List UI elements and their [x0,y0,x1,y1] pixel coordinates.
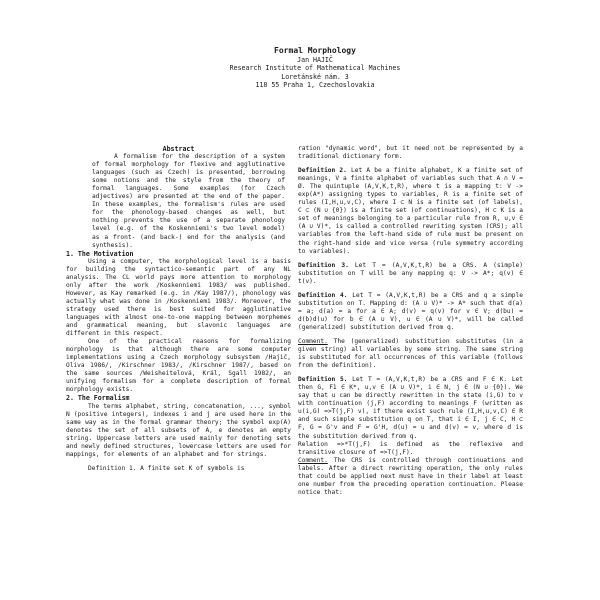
paper-title: Formal Morphology [274,46,356,55]
comment-1-text: The (generalized) substitution substitutes (in a given string) all variables by some string. The same string is substituted for all occurrences of this variable (follows from the definition). [298,337,523,370]
affiliation-line-2: Loretánské nám. 3 [281,72,349,81]
definition-2-label: Definition 2. [298,167,347,175]
abstract-text: A formalism for the description of a system of formal morphology for flexive and agglutinative languages (such as Czech) is presented, borrowing some notions and the style from the theory of formal languages. Some examples (for Czech adjectives) are presented at the end of the paper. In these examples, the formalism's rules are used for the phonology-based changes as well, but nothing prevents the use of a separate phonology level (e.g. of the Koskenniemi's two level model) as a front- (and back-) end for the analysis (and synthesis). [92,153,285,249]
definition-2-text: Let A be a finite alphabet, K a finite set of meanings, V a finite alphabet of variables such that A ∩ V = Ø. The quintuple (A,V,K,t,R), where t is a mapping t: V -> exp(A*) assigning types to variables, R is a finite set of rules (I,H,u,v,C), where I ⊂ N is a finite set (of labels), C ⊂ (N ∪ {0}) is a finite set (of continuations), H ⊂ K is a set of meanings belonging to a particular rule from R, u,v ∈ (A ∪ V)*, is called a controlled rewriting system (CRS); all variables from the left-hand side of rule must be present on the right-hand side and vice versa (rule symmetry according to variables). [298,167,524,255]
comment-1 [298,338,523,370]
definition-4-label: Definition 4. [298,291,348,299]
comment-2 [298,457,523,497]
continuation-text: ration "dynamic word", but it need not be represented by a traditional dictionary form. [298,145,523,161]
section-2-heading: 2. The Formalism [66,394,130,403]
definition-3-label: Definition 3. [298,261,349,269]
affiliation-line-3: 118 55 Praha 1, Czechoslovakia [255,81,375,90]
abstract-heading: Abstract [162,145,195,153]
affiliation-line-1: Research Institute of Mathematical Machines [229,64,401,73]
definition-3-text: Let T = (A,V,K,t,R) be a CRS. A (simple) substitution on T will be any mapping q: V -> A*; q(v) ∈ t(v). [298,261,523,285]
definition-4 [298,292,523,332]
definition-3 [298,262,523,286]
section-1-paragraph-1: Using a computer, the morphological level is a basis for building the syntactico-semantic part of any NL analysis. The CL world pays more attention to morphology only after the work /Koskenniemi 1983/ was published. However, as Kay remarked (e.g. in /Kay 1987/), phonology was actually what was done in /Koskenniemi 1983/. Moreover, the strategy used there is best suited for agglutinative languages with almost one-to-one mapping between morphemes and grammatical meaning, but slavonic languages are different in this respect. [66,257,291,338]
relation-definition: Relation =>*T(j,F) is defined as the reflexive and transitive closure of =>T(j,F). [298,440,523,456]
definition-5-text: Let T = (A,V,K,t,R) be a CRS and F ∈ K. Let then G, F1 ∈ K*, u,v ∈ (A ∪ V)*, i ∈ N, j ∈ (N ∪ {0}). We say that u can be directly rewritten in the state (i,G) to v with continuation (j,F) according to meanings F (written as u(i,G) =>T(j,F) v), if there exist such rule (I,H,u,v,C) ∈ R and such simple substitution q on T, that i ∈ I, j ∈ C, H ⊂ F, G = G'v and F = G'H, d(u) = u and d(v) = v, where d is the substitution derived from q. [298,376,523,440]
comment-2-text: The CRS is controlled through continuations and labels. After a direct rewriting operation, the only rules that could be applied next must have in their label at least one number from the preceding operation continuation. Please notice that: [298,456,523,496]
section-1-paragraph-2: One of the practical reasons for formalizing morphology is that although there are some computer implementations using a Czech morphology subsystem /Hajič, Oliva 1986/, /Kirschner 1983/, /Kirschner 1987/, based on the same sources /Weisheitelová, Král, Sgall 1982/, an unifying formalism for a complete description of formal morphology exists. [66,338,291,394]
section-1-heading: 1. The Motivation [66,249,134,258]
comment-2-label: Comment. [298,456,328,464]
definition-4-text: Let T = (A,V,K,t,R) be a CRS and q a simple substitution on T. Mapping d: (A ∪ V)* -> A* such that d(a) = a; d(a) = a for a ∈ A; d(v) = q(v) for v ∈ V; d(bu) = d(b)d(u) for b ∈ (A ∪ V), u ∈ (A ∪ V)*, will be called (generalized) substitution derived from q. [298,291,523,331]
paper-header [150,46,480,90]
left-column [66,145,291,473]
comment-1-label: Comment. [298,337,328,345]
definition-1-start: Definition 1. A finite set K of symbols is [88,464,245,472]
author-name: Jan HAJIČ [297,56,333,64]
definition-5 [298,376,523,440]
right-column [298,145,523,497]
definition-5-label: Definition 5. [298,376,348,384]
definition-2 [298,167,523,256]
section-2-paragraph-1: The terms alphabet, string, concatenation, ..., symbol N (positive integers), indexes i and j are used here in the same way as in the formal grammar theory; the symbol exp(A) denotes the set of all subsets of A, e denotes an empty string. Uppercase letters are used mainly for denoting sets and newly defined structures, lowercase letters are used for mappings, for elements of an alphabet and for strings. [66,402,291,458]
